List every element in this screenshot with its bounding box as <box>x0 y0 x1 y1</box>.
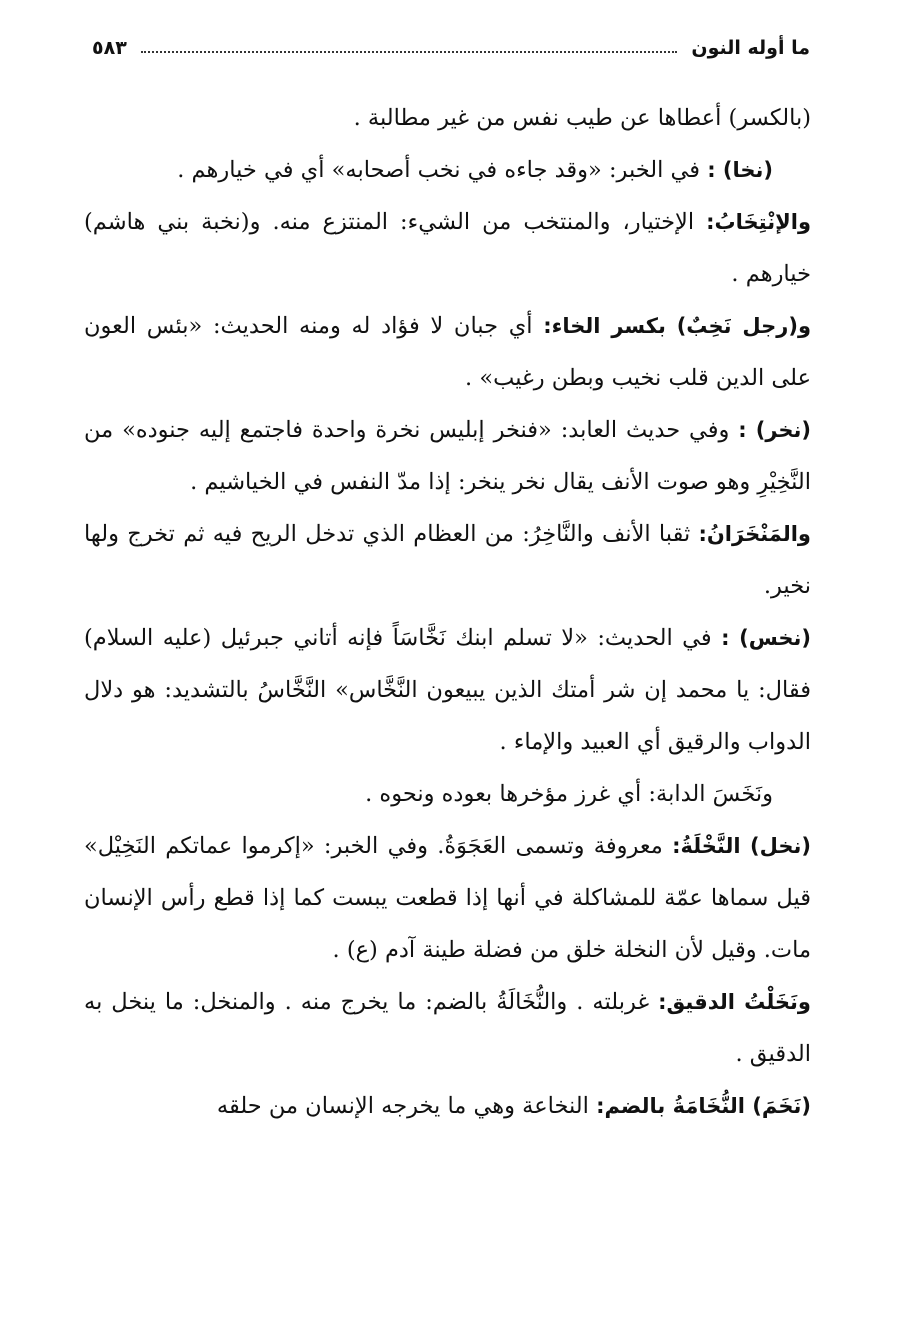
entry-text: ونَخَسَ الدابة: أي غرز مؤخرها بعوده ونحوه . <box>365 781 773 807</box>
entry-term: (نخس) : <box>721 626 812 650</box>
running-header <box>92 30 810 66</box>
entry-term: و(رجل نَخِبٌ) بكسر الخاء: <box>543 314 812 338</box>
entry-term: والإنْتِخَابُ: <box>706 210 811 234</box>
entry-paragraph <box>84 196 811 300</box>
entry-paragraph <box>84 404 811 508</box>
page-number: ٥٨٣ <box>92 37 127 59</box>
entry-text: النخاعة وهي ما يخرجه الإنسان من حلقه <box>216 1093 597 1119</box>
entry-term: (نخا) : <box>707 158 773 182</box>
entry-paragraph <box>84 508 811 612</box>
entries-body <box>84 92 811 1132</box>
entry-text: ثقبا الأنف والنَّاخِرُ: من العظام الذي تدخل الريح فيه ثم تخرج ولها نخير. <box>84 521 811 599</box>
entry-text: غربلته . والنُّخَالَةُ بالضم: ما يخرج منه . والمنخل: ما ينخل به الدقيق . <box>84 989 811 1067</box>
entry-paragraph <box>84 92 811 144</box>
entry-term: ونَخَلْتُ الدقيق: <box>658 990 811 1014</box>
entry-text: (بالكسر) أعطاها عن طيب نفس من غير مطالبة . <box>353 105 811 131</box>
entry-text: في الخبر: «وقد جاءه في نخب أصحابه» أي في خيارهم . <box>177 157 708 183</box>
entry-text: في الحديث: «لا تسلم ابنك نَخَّاسَاً فإنه أتاني جبرئيل (عليه السلام) فقال: يا محمد إن شر أمتك الذين يبيعون النَّخَّاس» النَّخَّاسُ بالتشديد: هو دلال الدواب والرقيق أي العبيد والإماء . <box>84 625 811 755</box>
entry-term: (نخل) النَّخْلَةُ: <box>672 834 811 858</box>
entry-paragraph <box>84 820 811 976</box>
entry-term: والمَنْخَرَانُ: <box>698 522 811 546</box>
entry-paragraph <box>84 144 811 196</box>
entry-paragraph <box>84 300 811 404</box>
entry-paragraph <box>84 1080 811 1132</box>
entry-text: أي جبان لا فؤاد له ومنه الحديث: «بئس العون على الدين قلب نخيب وبطن رغيب» . <box>84 313 811 391</box>
entry-term: (نخر) : <box>738 418 812 442</box>
entry-paragraph <box>84 976 811 1080</box>
entry-term: (نَخَمَ) النُّخَامَةُ بالضم: <box>596 1094 811 1118</box>
chapter-title: ما أوله النون <box>691 37 810 59</box>
entry-text: معروفة وتسمى العَجَوَةُ. وفي الخبر: «إكرموا عماتكم النَخِيْل» قيل سماها عمّة للمشاكلة في أنها إذا قطعت يبست كما إذا قطع رأس الإنسان مات. وقيل لأن النخلة خلق من فضلة طينة آدم (ع) . <box>84 833 811 963</box>
entry-paragraph <box>84 612 811 768</box>
entry-paragraph <box>84 768 811 820</box>
entry-text: وفي حديث العابد: «فنخر إبليس نخرة واحدة فاجتمع إليه جنوده» من النَّخِيْرِ وهو صوت الأنف يقال نخر ينخر: إذا مدّ النفس في الخياشيم . <box>84 417 811 495</box>
dotted-leader <box>141 51 678 53</box>
entry-text: الإختيار، والمنتخب من الشيء: المنتزع منه. و(نخبة بني هاشم) خيارهم . <box>84 209 811 287</box>
